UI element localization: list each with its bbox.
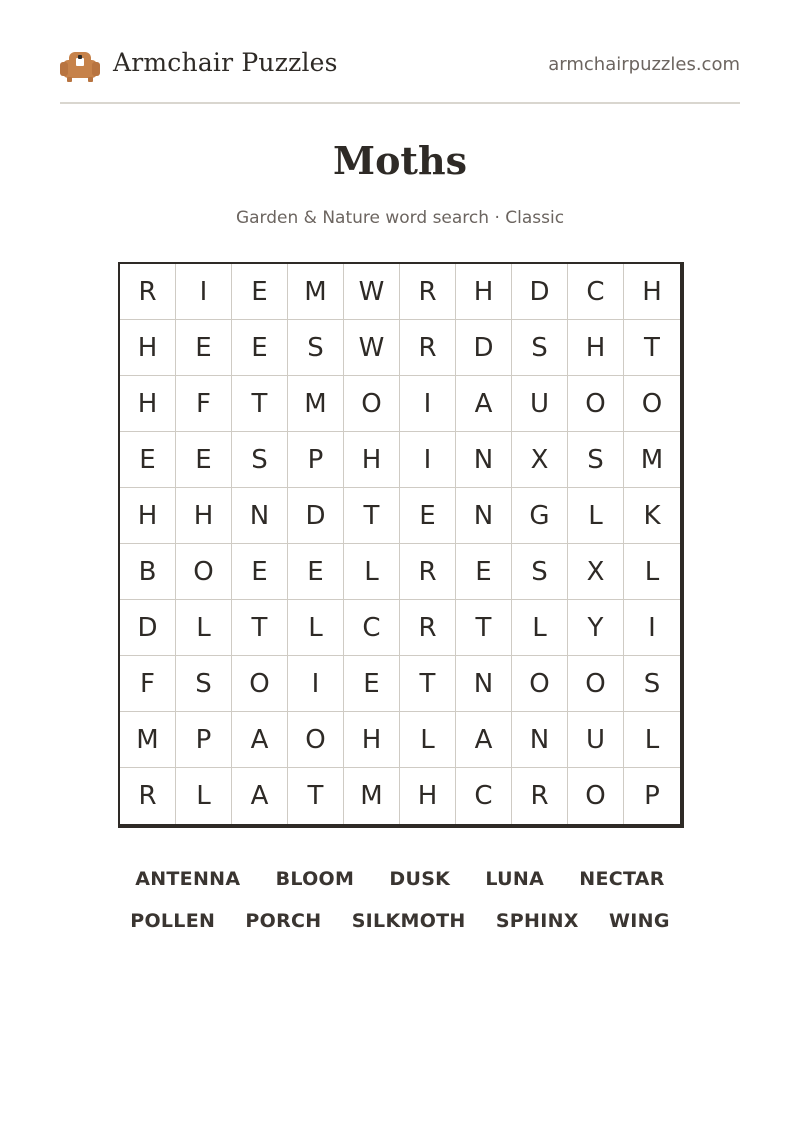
grid-cell[interactable]: A [456, 712, 512, 768]
word-list-item: LUNA [485, 868, 545, 890]
grid-cell[interactable]: F [120, 656, 176, 712]
grid-cell[interactable]: O [232, 656, 288, 712]
grid-cell[interactable]: H [344, 432, 400, 488]
grid-cell[interactable]: U [512, 376, 568, 432]
grid-cell[interactable]: H [120, 488, 176, 544]
grid-cell[interactable]: E [232, 320, 288, 376]
grid-cell[interactable]: H [120, 320, 176, 376]
grid-cell[interactable]: O [344, 376, 400, 432]
word-list-item: BLOOM [275, 868, 355, 890]
grid-cell[interactable]: O [288, 712, 344, 768]
grid-cell[interactable]: R [400, 320, 456, 376]
grid-cell[interactable]: R [512, 768, 568, 824]
grid-cell[interactable]: S [512, 320, 568, 376]
grid-cell[interactable]: E [176, 320, 232, 376]
grid-cell[interactable]: N [512, 712, 568, 768]
grid-cell[interactable]: S [176, 656, 232, 712]
grid-cell[interactable]: I [176, 264, 232, 320]
word-search-grid [118, 262, 684, 828]
grid-cell[interactable]: D [456, 320, 512, 376]
grid-cell[interactable]: H [344, 712, 400, 768]
grid-cell[interactable]: E [176, 432, 232, 488]
grid-cell[interactable]: H [120, 376, 176, 432]
grid-cell[interactable]: O [176, 544, 232, 600]
grid-cell[interactable]: L [400, 712, 456, 768]
grid-cell[interactable]: S [232, 432, 288, 488]
grid-cell[interactable]: O [568, 768, 624, 824]
grid-cell[interactable]: R [120, 768, 176, 824]
grid-cell[interactable]: O [512, 656, 568, 712]
grid-cell[interactable]: W [344, 264, 400, 320]
grid-cell[interactable]: H [568, 320, 624, 376]
site-url: armchairpuzzles.com [548, 54, 740, 75]
grid-cell[interactable]: L [624, 712, 680, 768]
grid-cell[interactable]: E [288, 544, 344, 600]
grid-cell[interactable]: M [288, 376, 344, 432]
grid-cell[interactable]: R [400, 544, 456, 600]
grid-cell[interactable]: T [624, 320, 680, 376]
grid-cell[interactable]: M [288, 264, 344, 320]
grid-cell[interactable]: P [644, 781, 660, 811]
grid-cell[interactable]: L [344, 544, 400, 600]
grid-cell[interactable]: N [456, 656, 512, 712]
grid-cell[interactable]: E [120, 432, 176, 488]
grid-cell[interactable]: G [512, 488, 568, 544]
grid-cell[interactable]: Y [568, 600, 624, 656]
grid-cell[interactable]: T [456, 600, 512, 656]
grid-cell[interactable]: X [568, 544, 624, 600]
word-list-row [100, 858, 700, 900]
grid-cell[interactable]: M [344, 768, 400, 824]
grid-cell[interactable]: I [624, 600, 680, 656]
grid-cell[interactable]: F [176, 376, 232, 432]
grid-cell[interactable]: X [512, 432, 568, 488]
grid-cell[interactable]: W [344, 320, 400, 376]
grid-cell[interactable]: P [176, 712, 232, 768]
grid-cell[interactable]: L [624, 544, 680, 600]
grid-cell[interactable]: R [120, 264, 176, 320]
grid-cell[interactable]: I [288, 656, 344, 712]
grid-cell[interactable]: I [400, 376, 456, 432]
grid-cell[interactable]: H [400, 768, 456, 824]
page-header [60, 40, 740, 90]
grid-cell[interactable]: O [624, 376, 680, 432]
grid-cell[interactable]: L [568, 488, 624, 544]
grid-cell[interactable]: I [400, 432, 456, 488]
grid-cell[interactable]: T [232, 600, 288, 656]
brand-name: Armchair Puzzles [113, 48, 338, 77]
grid-cell[interactable]: E [400, 488, 456, 544]
grid-cell[interactable]: A [456, 376, 512, 432]
grid-cell[interactable]: C [456, 768, 512, 824]
grid-cell[interactable]: S [288, 320, 344, 376]
grid-cell[interactable]: T [400, 656, 456, 712]
grid-cell[interactable]: S [568, 432, 624, 488]
grid-cell[interactable]: N [456, 432, 512, 488]
grid-cell[interactable]: L [176, 768, 232, 824]
grid-cell[interactable]: S [624, 656, 680, 712]
grid-cell[interactable]: T [288, 768, 344, 824]
grid-cell[interactable]: P [288, 432, 344, 488]
grid-cell[interactable]: M [624, 432, 680, 488]
word-list-item: ANTENNA [135, 868, 241, 890]
grid-cell[interactable]: O [568, 656, 624, 712]
grid-cell[interactable]: N [456, 488, 512, 544]
word-list-item: NECTAR [579, 868, 665, 890]
word-list-item: PORCH [245, 910, 322, 932]
word-list [100, 858, 700, 942]
grid-cell[interactable]: E [232, 544, 288, 600]
page-subtitle: Garden & Nature word search · Classic [235, 208, 565, 228]
page-title: Moths [333, 138, 467, 183]
grid-cell[interactable]: E [456, 544, 512, 600]
grid-cell[interactable]: M [120, 712, 176, 768]
word-list-item: SPHINX [495, 910, 579, 932]
grid-cell[interactable]: D [120, 600, 176, 656]
grid-cell[interactable]: D [288, 488, 344, 544]
word-list-item: POLLEN [130, 910, 216, 932]
grid-cell[interactable]: K [624, 488, 680, 544]
grid-cell[interactable]: C [344, 600, 400, 656]
grid-cell[interactable]: T [232, 376, 288, 432]
grid-cell[interactable]: L [176, 600, 232, 656]
word-list-item: WING [608, 910, 670, 932]
grid-cell[interactable]: L [288, 600, 344, 656]
grid-cell[interactable]: N [232, 488, 288, 544]
grid-cell[interactable]: C [568, 264, 624, 320]
armchair-icon [60, 46, 100, 86]
word-list-row [100, 900, 700, 942]
grid-cell[interactable]: E [232, 264, 288, 320]
grid-cell[interactable]: S [512, 544, 568, 600]
grid-cell[interactable]: R [400, 264, 456, 320]
grid-cell[interactable]: B [120, 544, 176, 600]
grid-cell[interactable]: A [232, 768, 288, 824]
grid-cell[interactable]: R [400, 600, 456, 656]
grid-cell[interactable]: H [456, 264, 512, 320]
word-list-item: DUSK [389, 868, 451, 890]
header-divider [60, 102, 740, 104]
grid-cell[interactable]: U [568, 712, 624, 768]
grid-cell[interactable]: H [624, 264, 680, 320]
grid-cell[interactable]: O [568, 376, 624, 432]
word-list-item: SILKMOTH [351, 910, 466, 932]
grid-cell[interactable]: H [176, 488, 232, 544]
grid-cell[interactable]: A [232, 712, 288, 768]
grid-cell[interactable]: E [344, 656, 400, 712]
grid-cell[interactable]: T [344, 488, 400, 544]
grid-cell[interactable]: D [512, 264, 568, 320]
grid-cell[interactable]: L [512, 600, 568, 656]
